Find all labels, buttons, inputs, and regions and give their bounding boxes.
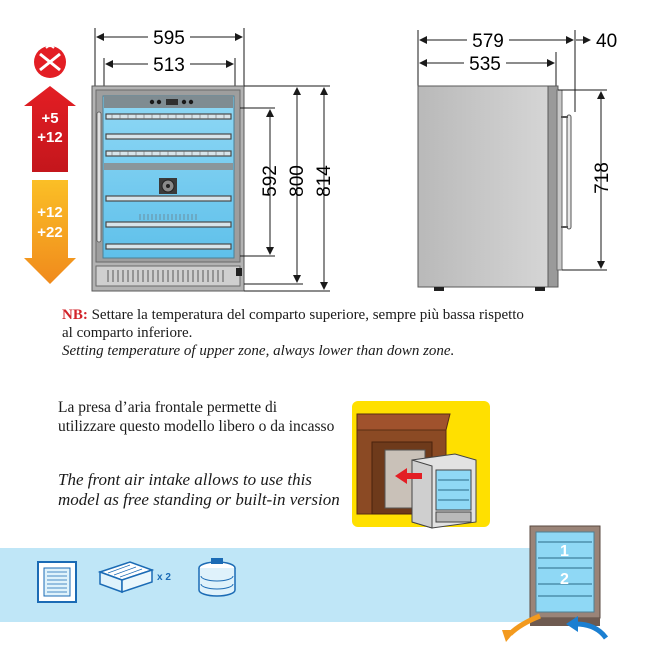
zone-label-2: 2: [560, 571, 569, 588]
thermometer-zone-icon: [34, 46, 66, 78]
lower-zone-min: +12: [37, 204, 63, 221]
upper-zone-arrow: [24, 86, 76, 172]
side-view-cabinet: [418, 86, 571, 291]
front-view-cabinet: [92, 86, 244, 291]
svg-text:513: 513: [153, 55, 185, 76]
front-height-dimension: [240, 86, 335, 291]
lower-zone-max: +22: [37, 224, 63, 241]
temperature-note: [62, 306, 532, 360]
note-prefix: NB:: [62, 307, 88, 323]
fan-icon: [159, 178, 177, 194]
svg-text:718: 718: [592, 162, 613, 194]
lower-zone-arrow: [24, 180, 76, 284]
svg-text:814: 814: [314, 165, 335, 197]
svg-text:800: 800: [287, 165, 308, 197]
shelves-count: x 2: [157, 572, 171, 583]
built-in-illustration: [352, 401, 490, 528]
svg-text:579: 579: [472, 31, 504, 52]
technical-drawing: [0, 0, 650, 300]
zone-label-1: 1: [560, 543, 569, 560]
svg-text:595: 595: [153, 28, 185, 49]
svg-text:535: 535: [469, 54, 501, 75]
note-english: Setting temperature of upper zone, always lower than down zone.: [62, 343, 455, 359]
air-intake-text-italian: La presa d’aria frontale permette di utilizzare questo modello libero o da incasso: [58, 399, 335, 435]
svg-text:40: 40: [596, 31, 618, 52]
front-width-dimension: [95, 27, 244, 90]
svg-text:592: 592: [260, 165, 281, 197]
compressor-icon: [199, 558, 235, 596]
note-italian: Settare la temperatura del comparto superiore, sempre più bassa rispetto al comparto inferiore.: [62, 307, 524, 341]
air-intake-text-english: The front air intake allows to use this model as free standing or built-in version: [58, 470, 340, 509]
upper-zone-max: +12: [37, 129, 63, 146]
upper-zone-min: +5: [41, 110, 59, 127]
installation-illustrations: [0, 390, 650, 650]
features-banner: [0, 548, 545, 622]
door-frame-icon: [38, 562, 76, 602]
